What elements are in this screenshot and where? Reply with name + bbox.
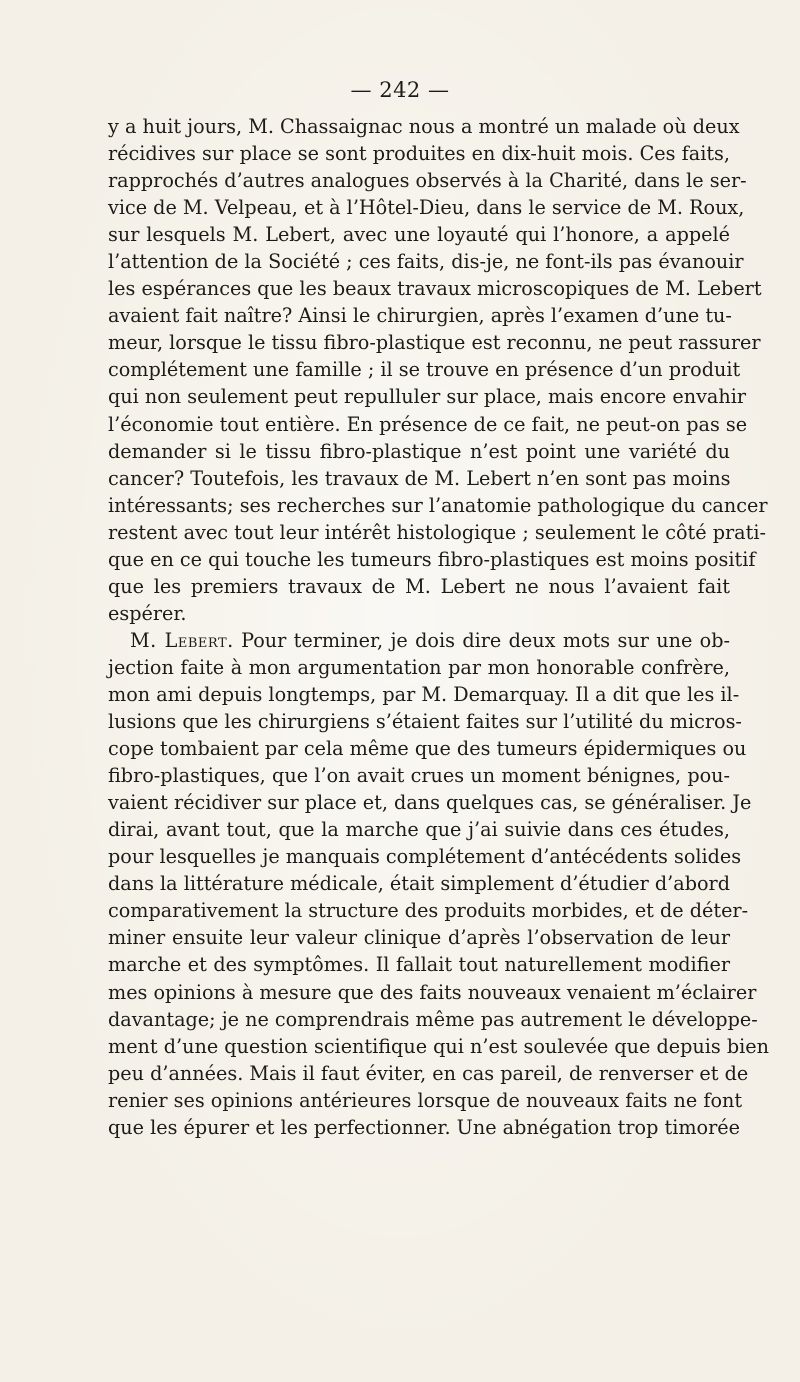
text-line: avaient fait naître? Ainsi le chirurgien, après l’examen d’une tu- [108, 304, 732, 328]
text-line: jection faite à mon argumentation par mon honorable confrère, [108, 655, 730, 679]
text-line: demander si le tissu fibro-plastique n’est point une variété du [108, 439, 730, 463]
text-line: meur, lorsque le tissu fibro-plastique est reconnu, ne peut rassurer [108, 331, 761, 355]
text-line: les espérances que les beaux travaux microscopiques de M. Lebert [108, 277, 762, 301]
text-line: cancer? Toutefois, les travaux de M. Lebert n’en sont pas moins [108, 466, 731, 490]
text-line: sur lesquels M. Lebert, avec une loyauté qui l’honore, a appelé [108, 223, 730, 247]
text-line: renier ses opinions antérieures lorsque de nouveaux faits ne font [108, 1088, 743, 1112]
text-line: davantage; je ne comprendrais même pas autrement le développe- [108, 1007, 758, 1031]
text-line: l’attention de la Société ; ces faits, dis-je, ne font-ils pas évanouir [108, 250, 744, 274]
text-line: l’économie tout entière. En présence de ce fait, ne peut-on pas se [108, 412, 748, 436]
text-line: restent avec tout leur intérêt histologique ; seulement le côté prati- [108, 520, 766, 544]
text-line: dans la littérature médicale, était simplement d’étudier d’abord [108, 872, 730, 896]
page-number: — 242 — [350, 78, 450, 102]
text-line: dirai, avant tout, que la marche que j’ai suivie dans ces études, [108, 818, 730, 842]
text-line: qui non seulement peut repulluler sur place, mais encore envahir [108, 385, 747, 409]
text-line: cope tombaient par cela même que des tumeurs épidermiques ou [108, 737, 747, 761]
text-line: rapprochés d’autres analogues observés à la Charité, dans le ser- [108, 169, 747, 193]
text-line: lusions que les chirurgiens s’étaient faites sur l’utilité du micros- [108, 710, 742, 734]
text-line: peu d’années. Mais il faut éviter, en cas pareil, de renverser et de [108, 1061, 749, 1085]
paragraph-chassaignac-argument [108, 113, 768, 627]
text-line: comparativement la structure des produits morbides, et de déter- [108, 899, 749, 923]
text-line: mes opinions à mesure que des faits nouveaux venaient m’éclairer [108, 980, 757, 1004]
speaker-name: M. Lebert. [130, 628, 234, 652]
text-line: ment d’une question scientifique qui n’est soulevée que depuis bien [108, 1034, 769, 1058]
text-line: que les épurer et les perfectionner. Une abnégation trop timorée [108, 1115, 740, 1139]
speaker-line [108, 627, 730, 654]
text-line: vice de M. Velpeau, et à l’Hôtel-Dieu, dans le service de M. Roux, [108, 196, 745, 220]
text-line: fibro-plastiques, que l’on avait crues un moment bénignes, pou- [108, 764, 730, 788]
text-line: marche et des symptômes. Il fallait tout naturellement modifier [108, 953, 730, 977]
text-line: vaient récidiver sur place et, dans quelques cas, se généraliser. Je [108, 791, 752, 815]
text-line: miner ensuite leur valeur clinique d’après l’observation de leur [108, 926, 730, 950]
text-line: complétement une famille ; il se trouve en présence d’un produit [108, 358, 741, 382]
text-line: récidives sur place se sont produites en dix-huit mois. Ces faits, [108, 142, 730, 166]
text-line: intéressants; ses recherches sur l’anatomie pathologique du cancer [108, 493, 768, 517]
page-body [108, 113, 769, 1141]
text-line: pour lesquelles je manquais complétement d’antécédents solides [108, 845, 742, 869]
text-line: que en ce qui touche les tumeurs fibro-plastiques est moins positif [108, 547, 756, 571]
text-fragment: Pour terminer, je dois dire deux mots sur une ob- [233, 628, 730, 652]
paragraph-lebert-reply [108, 627, 769, 1141]
text-line: mon ami depuis longtemps, par M. Demarquay. Il a dit que les il- [108, 682, 740, 706]
text-line: que les premiers travaux de M. Lebert ne nous l’avaient fait [108, 574, 730, 598]
text-line: espérer. [108, 601, 187, 625]
text-line: y a huit jours, M. Chassaignac nous a montré un malade où deux [108, 115, 740, 138]
